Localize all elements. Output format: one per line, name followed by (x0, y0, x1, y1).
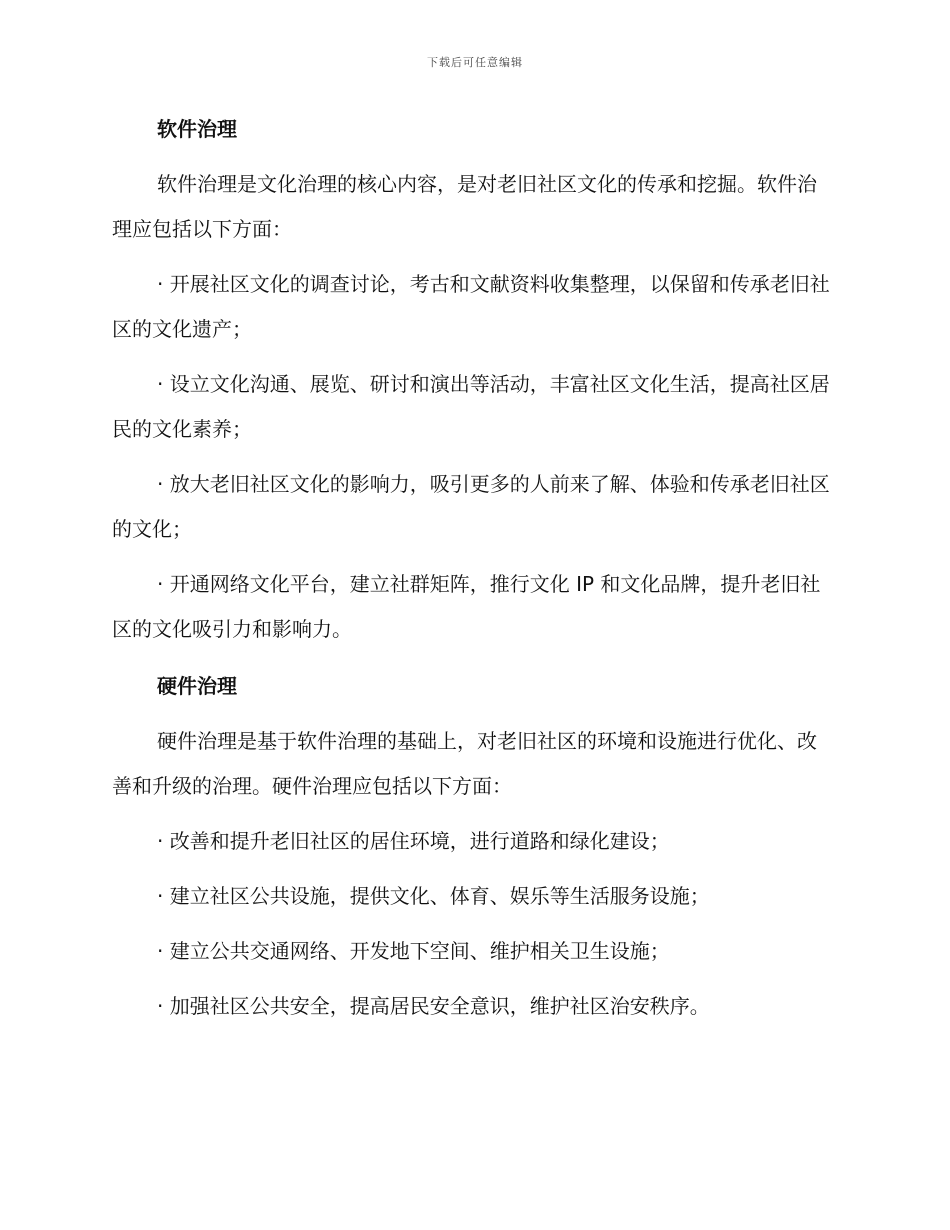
section-heading: 软件治理 (157, 117, 237, 141)
document-body (112, 106, 832, 1029)
intro-paragraph: 硬件治理是基于软件治理的基础上，对老旧社区的环境和设施进行优化、改善和升级的治理。硬件治理应包括以下方面： (112, 729, 817, 798)
bullet-item: · 建立社区公共设施，提供文化、体育、娱乐等生活服务设施； (157, 884, 710, 908)
bullet-item: · 开通网络文化平台，建立社群矩阵，推行文化 IP 和文化品牌，提升老旧社区的文化吸引力和影响力。 (112, 572, 821, 641)
bullet-item: · 改善和提升老旧社区的居住环境，进行道路和绿化建设； (157, 829, 670, 853)
bullet-item: · 开展社区文化的调查讨论，考古和文献资料收集整理，以保留和传承老旧社区的文化遗产； (112, 272, 830, 341)
section-hardware-governance (112, 663, 832, 1029)
bullet-item: · 放大老旧社区文化的影响力，吸引更多的人前来了解、体验和传承老旧社区的文化； (112, 472, 830, 541)
section-heading: 硬件治理 (157, 674, 237, 698)
section-software-governance (112, 106, 832, 652)
bullet-item: · 建立公共交通网络、开发地下空间、维护相关卫生设施； (157, 939, 670, 963)
bullet-item: · 加强社区公共安全，提高居民安全意识，维护社区治安秩序。 (157, 994, 710, 1018)
intro-paragraph: 软件治理是文化治理的核心内容，是对老旧社区文化的传承和挖掘。软件治理应包括以下方面： (112, 172, 817, 241)
page-header: 下载后可任意编辑 (427, 56, 523, 69)
bullet-item: · 设立文化沟通、展览、研讨和演出等活动，丰富社区文化生活，提高社区居民的文化素养； (112, 372, 830, 441)
